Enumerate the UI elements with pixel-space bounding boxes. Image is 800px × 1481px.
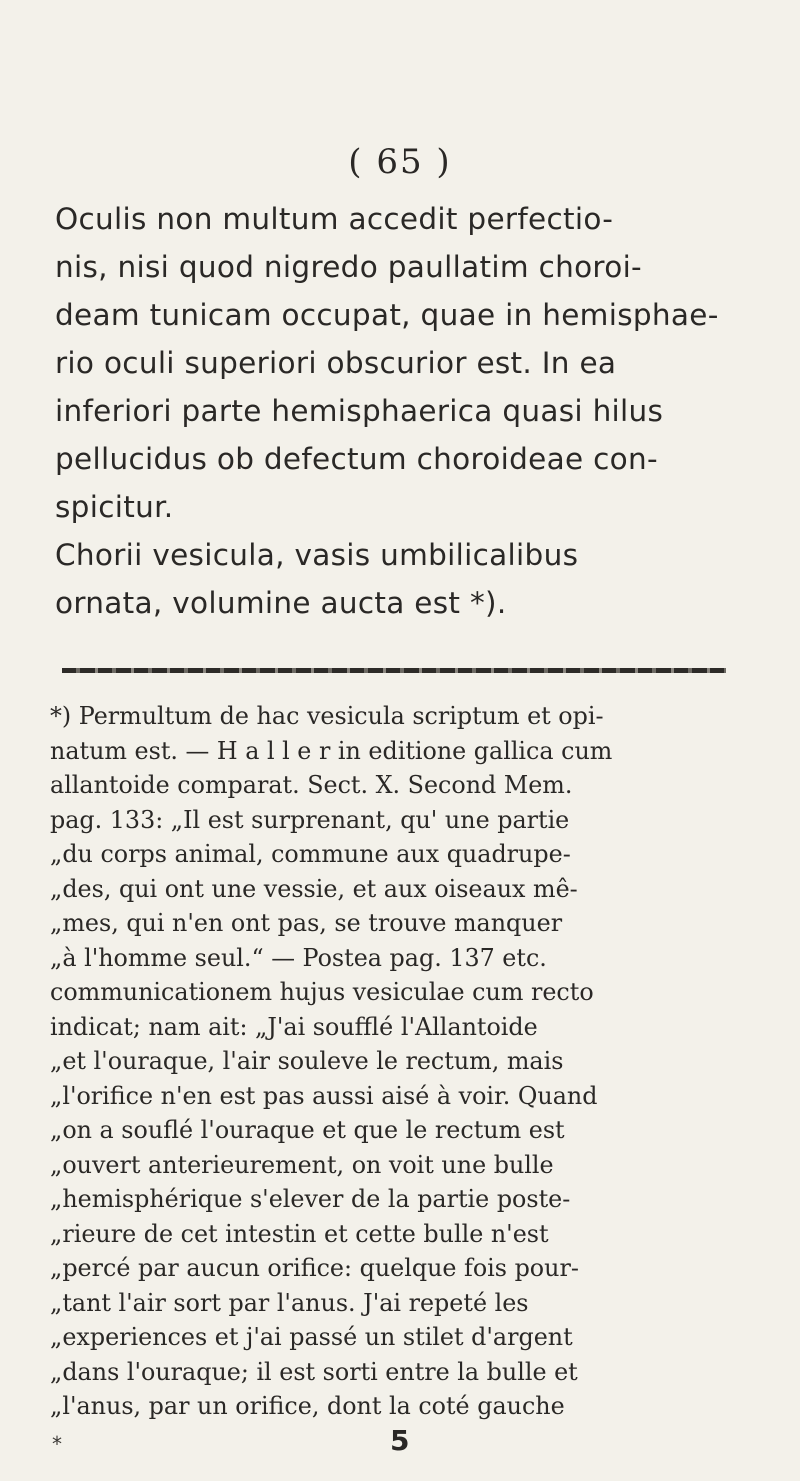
footnote-line: „percé par aucun orifice: quelque fois pour- xyxy=(50,1254,579,1282)
footnote-line: „hemisphérique s'elever de la partie poste- xyxy=(50,1185,571,1213)
footnote-line: „experiences et j'ai passé un stilet d'argent xyxy=(50,1323,573,1351)
footnote-line: „mes, qui n'en ont pas, se trouve manquer xyxy=(50,909,563,937)
footnote-line: *) Permultum de hac vesicula scriptum et opi- xyxy=(50,702,604,730)
footnote-line: „l'anus, par un orifice, dont la coté gauche xyxy=(50,1392,565,1420)
footnote-line: „et l'ouraque, l'air souleve le rectum, mais xyxy=(50,1047,564,1075)
main-line: deam tunicam occupat, quae in hemisphae- xyxy=(55,298,719,332)
footnote-line: „rieure de cet intestin et cette bulle n'est xyxy=(50,1219,549,1248)
footnote-line: „du corps animal, commune aux quadrupe- xyxy=(50,840,571,868)
main-line: pellucidus ob defectum choroideae con- xyxy=(55,442,658,476)
main-line: Chorii vesicula, vasis umbilicalibus xyxy=(55,538,579,572)
main-line: rio oculi superiori obscurior est. In ea xyxy=(55,346,617,380)
footnote-line: „ouvert anterieurement, on voit une bulle xyxy=(50,1150,554,1179)
footnote-line: natum est. — H a l l e r in editione gallica cum xyxy=(50,736,613,765)
separator-rule xyxy=(62,668,726,673)
footnote-line: „des, qui ont une vessie, et aux oiseaux mê- xyxy=(50,874,578,903)
main-line: Oculis non multum accedit perfectio- xyxy=(55,202,614,236)
footnote-line: indicat; nam ait: „J'ai soufflé l'Allantoide xyxy=(50,1012,538,1041)
footnote-line: allantoide comparat. Sect. X. Second Mem. xyxy=(50,771,573,799)
footnote-line: communicationem hujus vesiculae cum recto xyxy=(50,978,594,1006)
footnote-line: „on a souflé l'ouraque et que le rectum est xyxy=(50,1116,565,1144)
page-header: ( 65 ) xyxy=(348,142,452,182)
signature-mark: 5 xyxy=(390,1424,410,1457)
footnote-line: „dans l'ouraque; il est sorti entre la bulle et xyxy=(50,1357,578,1386)
main-line: nis, nisi quod nigredo paullatim choroi- xyxy=(55,250,643,284)
main-line: spicitur. xyxy=(55,490,174,524)
star-mark: * xyxy=(52,1432,62,1456)
footnote-line: „à l'homme seul.“ — Postea pag. 137 etc. xyxy=(50,943,547,972)
main-line: inferiori parte hemisphaerica quasi hilus xyxy=(55,394,664,428)
footnote-line: „tant l'air sort par l'anus. J'ai repeté les xyxy=(50,1288,529,1317)
footnote-line: pag. 133: „Il est surprenant, qu' une partie xyxy=(50,805,570,834)
footnote-line: „l'orifice n'en est pas aussi aisé à voir. Quand xyxy=(50,1081,598,1110)
main-line: ornata, volumine aucta est *). xyxy=(55,586,507,620)
